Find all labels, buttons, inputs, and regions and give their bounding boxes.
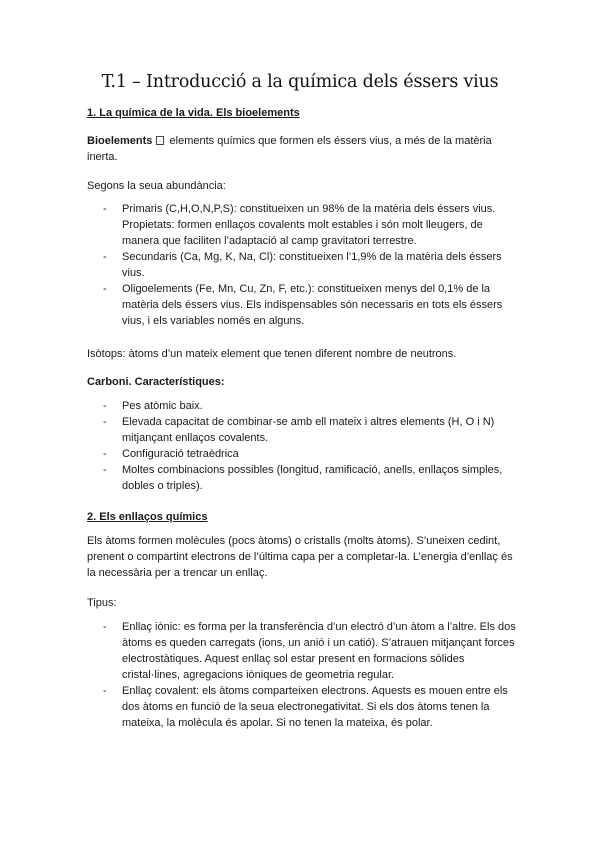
list-item: - Enllaç iònic: es forma per la transferència d’un electró d’un àtom a l’altre. Els dos àtoms es queden carregats (ions, un anió i un catió). S’atrauen mitjançant forces electrostàtiques. Aquest enllaç sol estar present en formacions sòlides cristal·lines, agregacions iòniques de geometria regular. bbox=[103, 621, 516, 681]
list-item: - Enllaç covalent: els àtoms comparteixen electrons. Aquests es mouen entre els dos àtoms en funció de la seua electronegativitat. Si els dos àtoms tenen la mateixa, la molècula és apolar. Si no tenen la mateixa, és polar. bbox=[103, 685, 508, 729]
section-1-heading: 1. La química de la vida. Els bioelements bbox=[87, 107, 300, 119]
list-item: - Secundaris (Ca, Mg, K, Na, Cl): constitueixen l’1,9% de la matèria dels éssers vius. bbox=[103, 251, 502, 279]
list-item: - Primaris (C,H,O,N,P,S): constitueixen un 98% de la matèria dels éssers vius. Propietats: formen enllaços covalents molt estables i són molt lleugers, de manera que faciliten l’adaptació al camp gravitatori terrestre. bbox=[103, 203, 496, 247]
carboni-heading: Carboni. Característiques: bbox=[87, 376, 225, 388]
list-item: - Oligoelements (Fe, Mn, Cu, Zn, F, etc.): constitueixen menys del 0,1% de la matèria dels éssers vius. Els indispensables són necessaris en tots els éssers vius, i els variables només en alguns. bbox=[103, 283, 503, 327]
bond-types-list bbox=[0, 619, 520, 731]
list-item: - Configuració tetraèdrica bbox=[103, 448, 239, 460]
isotops-text: Isòtops: àtoms d’un mateix element que tenen diferent nombre de neutrons. bbox=[87, 348, 457, 360]
bioelements-term: Bioelements bbox=[87, 135, 153, 147]
list-item: - Elevada capacitat de combinar-se amb ell mateix i altres elements (H, O i N) mitjançant enllaços covalents. bbox=[103, 416, 495, 444]
bioelements-definition bbox=[87, 133, 517, 165]
arrow-icon bbox=[156, 136, 164, 145]
abundance-intro: Segons la seua abundància: bbox=[87, 180, 226, 192]
section-2-heading: 2. Els enllaços químics bbox=[87, 511, 208, 523]
tipus-label: Tipus: bbox=[87, 597, 117, 609]
list-item: - Pes atòmic baix. bbox=[103, 400, 203, 412]
page-title: T.1 – Introducció a la química dels éssers vius bbox=[101, 72, 499, 92]
section-2-intro: Els àtoms formen molècules (pocs àtoms) o cristalls (molts àtoms). S’uneixen cedint, prenent o compartint electrons de l’última capa per a completar-la. L’energia d’enllaç és la necessària per a trencar un enllaç. bbox=[87, 535, 513, 579]
carboni-list bbox=[0, 398, 520, 494]
abundance-list bbox=[0, 201, 520, 329]
list-item: - Moltes combinacions possibles (longitud, ramificació, anells, enllaços simples, dobles o triples). bbox=[103, 464, 503, 492]
bioelements-def-text: elements químics que formen els éssers vius, a més de la matèria inerta. bbox=[87, 135, 492, 163]
